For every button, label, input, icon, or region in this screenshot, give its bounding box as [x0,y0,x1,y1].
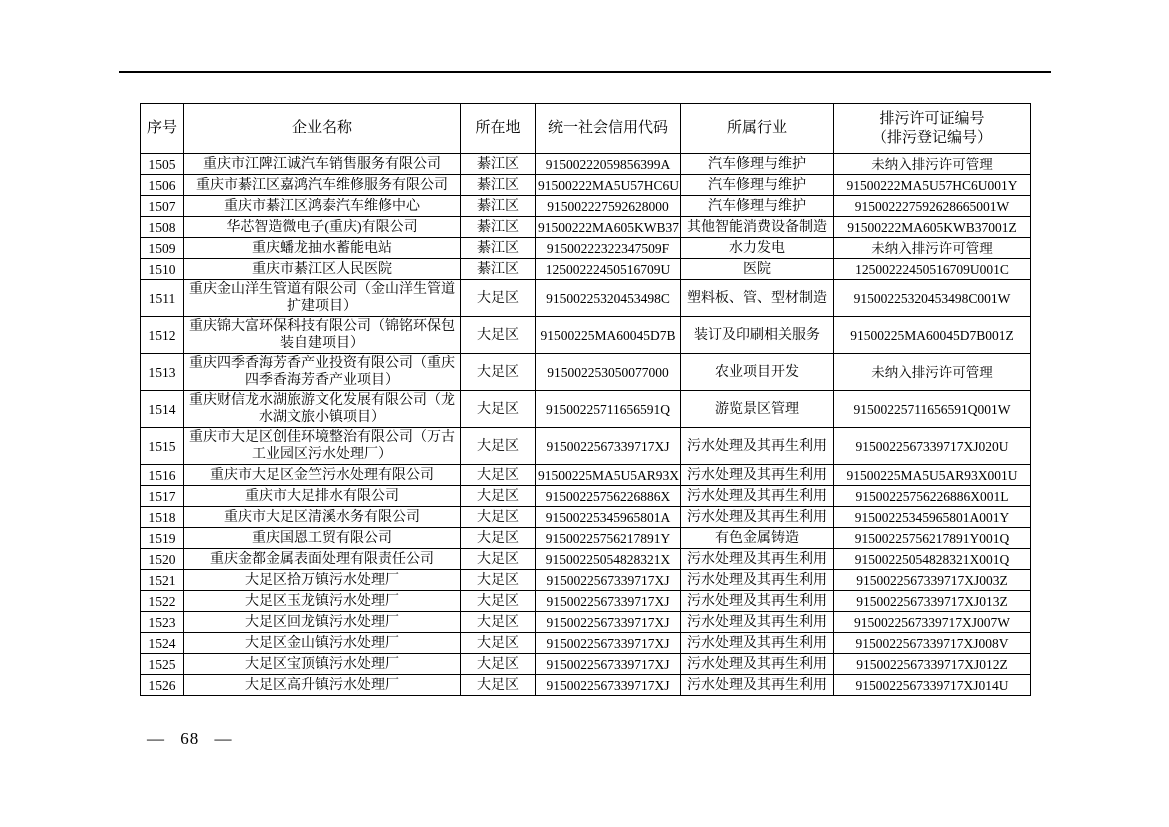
serial-no-cell: 1523 [141,612,184,633]
credit-code-cell: 915002253050077000 [536,354,681,391]
industry-cell: 污水处理及其再生利用 [681,591,834,612]
location-cell: 大足区 [461,280,536,317]
industry-cell: 游览景区管理 [681,391,834,428]
table-body [141,154,1031,696]
industry-cell: 汽车修理与维护 [681,154,834,175]
permit-no-cell: 91500225756226886X001L [834,486,1031,507]
industry-cell: 污水处理及其再生利用 [681,465,834,486]
table-row [141,317,1031,354]
location-cell: 綦江区 [461,196,536,217]
credit-code-cell: 9150022567339717XJ [536,591,681,612]
table-row [141,175,1031,196]
credit-code-cell: 91500222322347509F [536,238,681,259]
permit-no-cell: 未纳入排污许可管理 [834,354,1031,391]
table-row [141,217,1031,238]
table-row [141,391,1031,428]
company-name-cell: 重庆市大足排水有限公司 [184,486,461,507]
table-row [141,612,1031,633]
permit-no-cell: 91500225711656591Q001W [834,391,1031,428]
location-cell: 綦江区 [461,154,536,175]
serial-no-cell: 1522 [141,591,184,612]
table-row [141,154,1031,175]
serial-no-cell: 1505 [141,154,184,175]
permit-no-cell: 91500225MA60045D7B001Z [834,317,1031,354]
location-cell: 綦江区 [461,259,536,280]
serial-no-cell: 1525 [141,654,184,675]
credit-code-cell: 91500225345965801A [536,507,681,528]
company-name-cell: 重庆市大足区清溪水务有限公司 [184,507,461,528]
table-row [141,507,1031,528]
header-serial-no: 序号 [141,104,184,154]
industry-cell: 塑料板、管、型材制造 [681,280,834,317]
industry-cell: 污水处理及其再生利用 [681,507,834,528]
serial-no-cell: 1526 [141,675,184,696]
location-cell: 大足区 [461,549,536,570]
location-cell: 大足区 [461,591,536,612]
table-row [141,259,1031,280]
serial-no-cell: 1509 [141,238,184,259]
location-cell: 大足区 [461,528,536,549]
company-name-cell: 重庆市綦江区人民医院 [184,259,461,280]
table-row [141,654,1031,675]
industry-cell: 水力发电 [681,238,834,259]
location-cell: 大足区 [461,654,536,675]
credit-code-cell: 91500222MA5U57HC6U [536,175,681,196]
serial-no-cell: 1506 [141,175,184,196]
company-name-cell: 大足区回龙镇污水处理厂 [184,612,461,633]
table-row [141,196,1031,217]
header-permit-no [834,104,1031,154]
industry-cell: 污水处理及其再生利用 [681,549,834,570]
serial-no-cell: 1519 [141,528,184,549]
credit-code-cell: 91500225320453498C [536,280,681,317]
table-row [141,633,1031,654]
permit-no-cell: 91500225MA5U5AR93X001U [834,465,1031,486]
serial-no-cell: 1515 [141,428,184,465]
location-cell: 綦江区 [461,238,536,259]
permit-no-cell: 9150022567339717XJ007W [834,612,1031,633]
table-row [141,486,1031,507]
industry-cell: 污水处理及其再生利用 [681,675,834,696]
permit-no-cell: 91500225054828321X001Q [834,549,1031,570]
credit-code-cell: 9150022567339717XJ [536,675,681,696]
industry-cell: 污水处理及其再生利用 [681,654,834,675]
location-cell: 大足区 [461,507,536,528]
location-cell: 大足区 [461,317,536,354]
company-name-cell: 重庆市大足区创佳环境整治有限公司（万古工业园区污水处理厂） [184,428,461,465]
company-name-cell: 重庆四季香海芳香产业投资有限公司（重庆四季香海芳香产业项目） [184,354,461,391]
permit-no-cell: 9150022567339717XJ013Z [834,591,1031,612]
company-name-cell: 重庆财信龙水湖旅游文化发展有限公司（龙水湖文旅小镇项目） [184,391,461,428]
location-cell: 大足区 [461,675,536,696]
credit-code-cell: 9150022567339717XJ [536,633,681,654]
credit-code-cell: 12500222450516709U [536,259,681,280]
permit-no-cell: 12500222450516709U001C [834,259,1031,280]
table-row [141,354,1031,391]
industry-cell: 污水处理及其再生利用 [681,428,834,465]
industry-cell: 污水处理及其再生利用 [681,612,834,633]
credit-code-cell: 9150022567339717XJ [536,654,681,675]
pollution-permit-table [140,103,1031,696]
permit-no-cell: 915002227592628665001W [834,196,1031,217]
industry-cell: 污水处理及其再生利用 [681,486,834,507]
permit-no-cell: 91500225320453498C001W [834,280,1031,317]
industry-cell: 汽车修理与维护 [681,175,834,196]
table-row [141,428,1031,465]
serial-no-cell: 1512 [141,317,184,354]
credit-code-cell: 91500225756226886X [536,486,681,507]
permit-no-cell: 9150022567339717XJ014U [834,675,1031,696]
credit-code-cell: 9150022567339717XJ [536,570,681,591]
company-name-cell: 重庆市綦江区鸿泰汽车维修中心 [184,196,461,217]
location-cell: 大足区 [461,354,536,391]
table-row [141,675,1031,696]
serial-no-cell: 1507 [141,196,184,217]
table-row [141,238,1031,259]
location-cell: 綦江区 [461,217,536,238]
serial-no-cell: 1508 [141,217,184,238]
permit-no-cell: 未纳入排污许可管理 [834,238,1031,259]
industry-cell: 污水处理及其再生利用 [681,633,834,654]
location-cell: 大足区 [461,391,536,428]
table-row [141,465,1031,486]
serial-no-cell: 1511 [141,280,184,317]
permit-no-cell: 91500225756217891Y001Q [834,528,1031,549]
table-row [141,528,1031,549]
serial-no-cell: 1510 [141,259,184,280]
company-name-cell: 大足区高升镇污水处理厂 [184,675,461,696]
industry-cell: 汽车修理与维护 [681,196,834,217]
credit-code-cell: 91500225MA60045D7B [536,317,681,354]
table-header-row [141,104,1031,154]
table-row [141,570,1031,591]
header-permit-no-line2: （排污登记编号） [871,129,992,146]
company-name-cell: 大足区宝顶镇污水处理厂 [184,654,461,675]
table-row [141,549,1031,570]
industry-cell: 农业项目开发 [681,354,834,391]
header-location: 所在地 [461,104,536,154]
serial-no-cell: 1520 [141,549,184,570]
page-number: — 68 — [147,729,233,748]
company-name-cell: 重庆市江陴江诚汽车销售服务有限公司 [184,154,461,175]
company-name-cell: 重庆市大足区金竺污水处理有限公司 [184,465,461,486]
company-name-cell: 重庆金山洋生管道有限公司（金山洋生管道扩建项目） [184,280,461,317]
credit-code-cell: 91500225MA5U5AR93X [536,465,681,486]
permit-no-cell: 未纳入排污许可管理 [834,154,1031,175]
location-cell: 大足区 [461,486,536,507]
serial-no-cell: 1518 [141,507,184,528]
industry-cell: 其他智能消费设备制造 [681,217,834,238]
header-credit-code: 统一社会信用代码 [536,104,681,154]
serial-no-cell: 1513 [141,354,184,391]
credit-code-cell: 91500225756217891Y [536,528,681,549]
location-cell: 大足区 [461,428,536,465]
permit-no-cell: 9150022567339717XJ012Z [834,654,1031,675]
credit-code-cell: 91500222MA605KWB37 [536,217,681,238]
credit-code-cell: 9150022567339717XJ [536,612,681,633]
company-name-cell: 大足区拾万镇污水处理厂 [184,570,461,591]
location-cell: 大足区 [461,570,536,591]
location-cell: 綦江区 [461,175,536,196]
permit-no-cell: 9150022567339717XJ008V [834,633,1031,654]
header-rule [119,71,1051,73]
permit-no-cell: 91500222MA605KWB37001Z [834,217,1031,238]
industry-cell: 有色金属铸造 [681,528,834,549]
company-name-cell: 重庆金都金属表面处理有限责任公司 [184,549,461,570]
credit-code-cell: 91500225711656591Q [536,391,681,428]
company-name-cell: 重庆国恩工贸有限公司 [184,528,461,549]
industry-cell: 装订及印刷相关服务 [681,317,834,354]
permit-no-cell: 91500222MA5U57HC6U001Y [834,175,1031,196]
permit-no-cell: 9150022567339717XJ003Z [834,570,1031,591]
header-industry: 所属行业 [681,104,834,154]
serial-no-cell: 1521 [141,570,184,591]
header-company-name: 企业名称 [184,104,461,154]
company-name-cell: 重庆蟠龙抽水蓄能电站 [184,238,461,259]
location-cell: 大足区 [461,633,536,654]
credit-code-cell: 91500222059856399A [536,154,681,175]
table-row [141,280,1031,317]
permit-no-cell: 9150022567339717XJ020U [834,428,1031,465]
serial-no-cell: 1516 [141,465,184,486]
industry-cell: 污水处理及其再生利用 [681,570,834,591]
serial-no-cell: 1514 [141,391,184,428]
credit-code-cell: 91500225054828321X [536,549,681,570]
company-name-cell: 大足区玉龙镇污水处理厂 [184,591,461,612]
credit-code-cell: 9150022567339717XJ [536,428,681,465]
company-name-cell: 重庆锦大富环保科技有限公司（锦铭环保包装自建项目） [184,317,461,354]
company-name-cell: 华芯智造微电子(重庆)有限公司 [184,217,461,238]
location-cell: 大足区 [461,612,536,633]
serial-no-cell: 1517 [141,486,184,507]
company-name-cell: 大足区金山镇污水处理厂 [184,633,461,654]
permit-no-cell: 91500225345965801A001Y [834,507,1031,528]
location-cell: 大足区 [461,465,536,486]
credit-code-cell: 915002227592628000 [536,196,681,217]
header-permit-no-line1: 排污许可证编号 [879,110,985,127]
industry-cell: 医院 [681,259,834,280]
serial-no-cell: 1524 [141,633,184,654]
table-row [141,591,1031,612]
company-name-cell: 重庆市綦江区嘉鸿汽车维修服务有限公司 [184,175,461,196]
